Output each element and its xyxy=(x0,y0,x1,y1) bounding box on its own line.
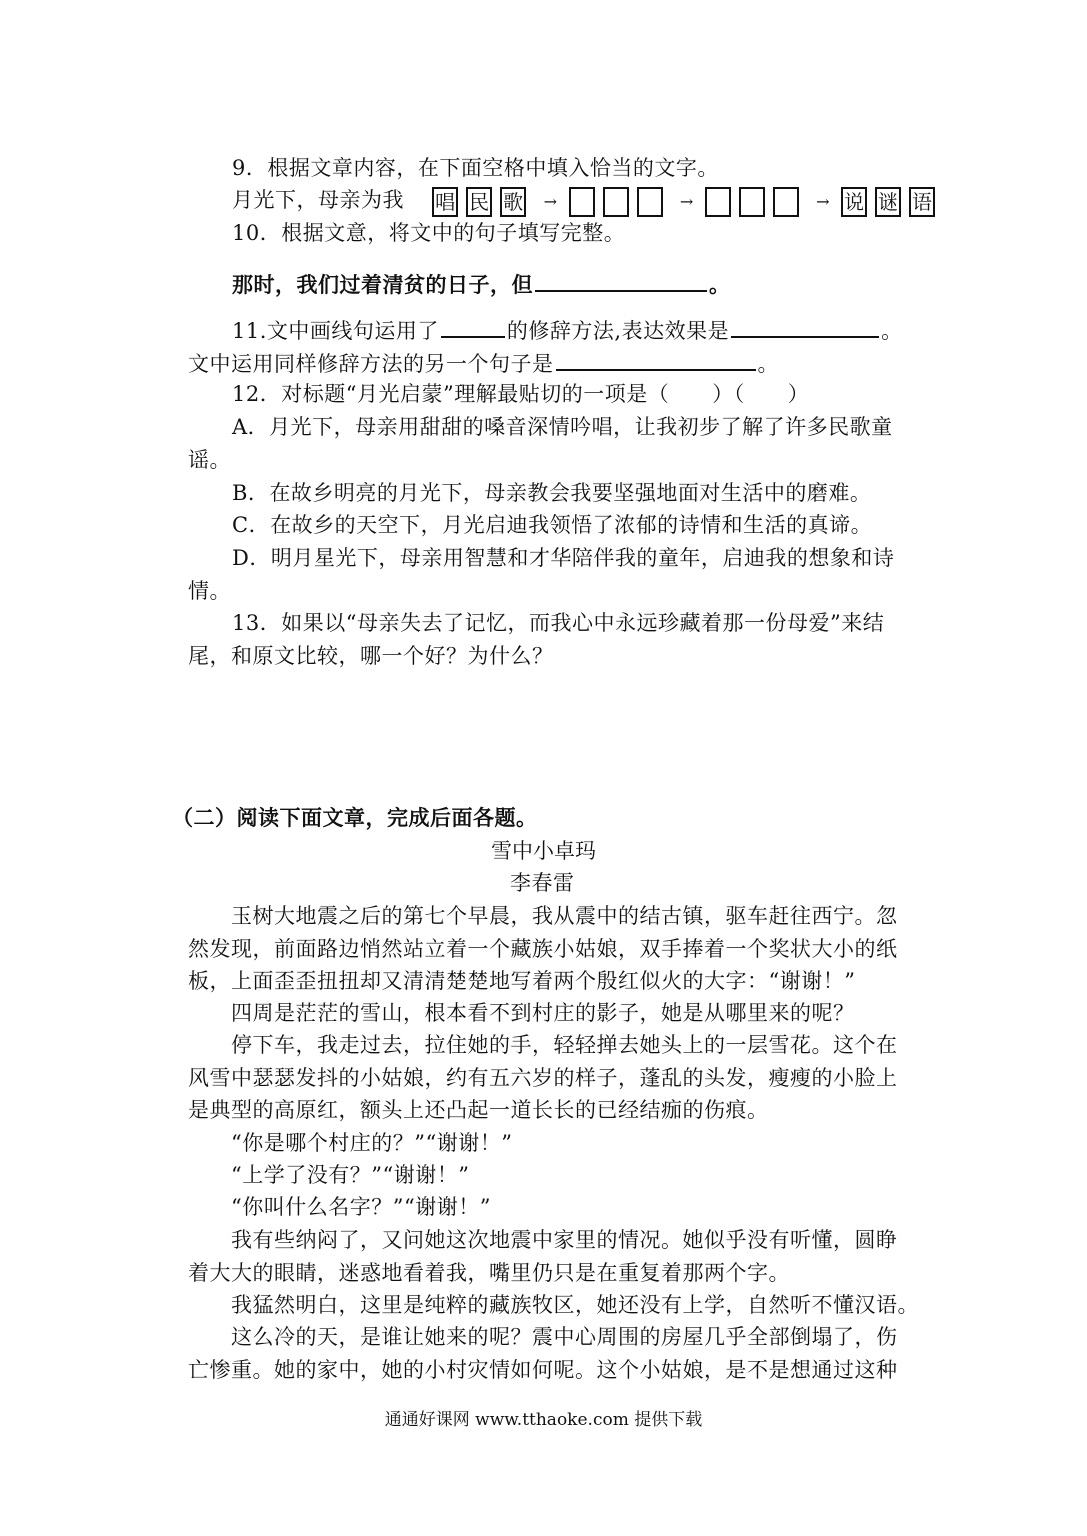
q11-blank-sentence[interactable] xyxy=(556,347,756,371)
article-line: 玉树大地震之后的第七个早晨，我从震中的结古镇，驱车赶往西宁。忽 xyxy=(188,904,898,928)
q12-option-d-cont: 情。 xyxy=(188,579,231,603)
q10-sentence xyxy=(232,268,731,300)
article-line: 四周是茫茫的雪山，根本看不到村庄的影子，她是从哪里来的呢？ xyxy=(188,1001,855,1025)
q12-option-d: D．明月星光下，母亲用智慧和才华陪伴我的童年，启迪我的想象和诗 xyxy=(232,546,895,570)
article-line: 板，上面歪歪扭扭却又清清楚楚地写着两个殷红似火的大字：“谢谢！” xyxy=(188,969,856,993)
q9-empty-box[interactable] xyxy=(705,187,731,217)
article-line: 停下车，我走过去，拉住她的手，轻轻掸去她头上的一层雪花。这个在 xyxy=(188,1033,898,1057)
q10-sentence-end: 。 xyxy=(709,273,731,297)
q12-option-a: A．月光下，母亲用甜甜的嗓音深情吟唱，让我初步了解了许多民歌童 xyxy=(232,415,893,439)
article-line: “上学了没有？”“谢谢！” xyxy=(188,1163,470,1187)
arrow-right-icon: → xyxy=(679,191,694,211)
q9-prompt: 9．根据文章内容，在下面空格中填入恰当的文字。 xyxy=(232,156,719,180)
q9-empty-box[interactable] xyxy=(773,187,799,217)
q11-text: 文中运用同样修辞方法的另一个句子是 xyxy=(188,352,554,376)
q10-blank[interactable] xyxy=(535,268,707,292)
q13-prompt-cont: 尾，和原文比较，哪一个好？为什么？ xyxy=(188,644,554,668)
q12-option-c: C．在故乡的天空下，月光启迪我领悟了浓郁的诗情和生活的真谛。 xyxy=(232,513,873,537)
article-line: “你叫什么名字？”“谢谢！” xyxy=(188,1195,491,1219)
q9-prefix: 月光下，母亲为我 xyxy=(232,188,404,212)
q9-empty-box[interactable] xyxy=(569,187,595,217)
q11-blank-rhetoric[interactable] xyxy=(441,314,505,338)
article-author: 李春雷 xyxy=(510,871,575,895)
article-line: 这么冷的天，是谁让她来的呢？震中心周围的房屋几乎全部倒塌了，伤 xyxy=(188,1325,898,1349)
q11-text: 的修辞方法,表达效果是 xyxy=(506,319,730,343)
article-line: 然发现，前面路边悄然站立着一个藏族小姑娘，双手捧着一个奖状大小的纸 xyxy=(188,937,898,961)
q11-text: 。 xyxy=(757,352,779,376)
q12-option-a-cont: 谣。 xyxy=(188,448,231,472)
q9-empty-box[interactable] xyxy=(739,187,765,217)
q11-text: 。 xyxy=(881,319,903,343)
q9-box: 谜 xyxy=(875,187,901,217)
q11-line1 xyxy=(232,314,903,346)
arrow-right-icon: → xyxy=(543,191,558,211)
article-line: 着大大的眼睛，迷惑地看着我，嘴里仍只是在重复着那两个字。 xyxy=(188,1261,790,1285)
q9-box: 说 xyxy=(841,187,867,217)
q10-prompt: 10．根据文意，将文中的句子填写完整。 xyxy=(232,221,626,245)
article-line: 是典型的高原红，额头上还凸起一道长长的已经结痂的伤痕。 xyxy=(188,1098,769,1122)
article-line: 我有些纳闷了，又问她这次地震中家里的情况。她似乎没有听懂，圆睁 xyxy=(188,1228,898,1252)
page-footer: 通通好课网 www.tthaoke.com 提供下载 xyxy=(384,1410,703,1430)
arrow-right-icon: → xyxy=(816,191,831,211)
article-line: 我猛然明白，这里是纯粹的藏族牧区，她还没有上学，自然听不懂汉语。 xyxy=(188,1293,919,1317)
q13-prompt: 13．如果以“母亲失去了记忆，而我心中永远珍藏着那一份母爱”来结 xyxy=(232,611,885,635)
article-line: 亡惨重。她的家中，她的小村灾情如何呢。这个小姑娘，是不是想通过这种 xyxy=(188,1358,898,1382)
q9-box: 民 xyxy=(466,187,492,217)
q12-option-b: B．在故乡明亮的月光下，母亲教会我要坚强地面对生活中的磨难。 xyxy=(232,481,872,505)
article-line: 风雪中瑟瑟发抖的小姑娘，约有五六岁的样子，蓬乱的头发，瘦瘦的小脸上 xyxy=(188,1066,898,1090)
q12-prompt: 12．对标题“月光启蒙”理解最贴切的一项是（ ）（ ） xyxy=(232,382,810,406)
article-line: “你是哪个村庄的？”“谢谢！” xyxy=(188,1131,513,1155)
q9-box: 唱 xyxy=(432,187,458,217)
q9-fill-row xyxy=(232,185,943,219)
q9-box: 语 xyxy=(909,187,935,217)
article-title: 雪中小卓玛 xyxy=(491,839,596,863)
q10-sentence-start: 那时，我们过着清贫的日子，但 xyxy=(232,273,533,297)
section-heading: （二）阅读下面文章，完成后面各题。 xyxy=(172,806,538,830)
q9-empty-box[interactable] xyxy=(603,187,629,217)
q11-line2 xyxy=(188,347,779,379)
q11-blank-effect[interactable] xyxy=(731,314,879,338)
q11-text: 11.文中画线句运用了 xyxy=(232,319,439,343)
q9-box: 歌 xyxy=(500,187,526,217)
q9-empty-box[interactable] xyxy=(637,187,663,217)
